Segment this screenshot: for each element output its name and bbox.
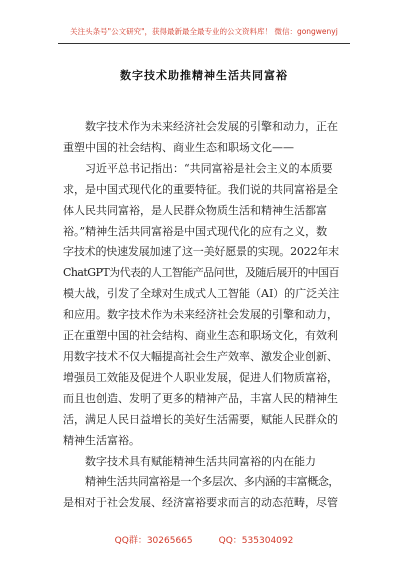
body-line: ChatGPT为代表的人工智能产品问世，及随后展开的中国百 — [63, 266, 340, 280]
body-line: 是相对于社会发展、经济富裕要求而言的动态范畴，尽管 — [63, 496, 338, 510]
body-line: 用数字技术不仅大幅提高社会生产效率、激发企业创新、 — [63, 349, 338, 363]
body-line: 裕。”精神生活共同富裕是中国式现代化的应有之义，数 — [63, 224, 328, 238]
body-line: 精神生活富裕。 — [63, 433, 140, 447]
body-line: 而且也创造、发明了更多的精神产品，丰富人民的精神生 — [63, 391, 338, 405]
document-title: 数字技术助推精神生活共同富裕 — [120, 69, 288, 82]
body-line: 字技术的快速发展加速了这一美好愿景的实现。2022年末 — [63, 245, 339, 259]
body-line: 数字技术作为未来经济社会发展的引擎和动力，正在 — [85, 120, 338, 133]
section-heading-line: 数字技术具有赋能精神生活共同富裕的内在能力 — [85, 454, 316, 468]
body-line: 和应用。数字技术作为未来经济社会发展的引擎和动力， — [63, 308, 338, 322]
body-line: 求，是中国式现代化的重要特征。我们说的共同富裕是全 — [63, 182, 338, 196]
body-line: 正在重塑中国的社会结构、商业生态和职场文化，有效利 — [63, 329, 338, 343]
body-line: 增强员工效能及促进个人职业发展，促进人们物质富裕， — [63, 370, 338, 384]
page-header-notice: 关注头条号"公文研究"，获得最新最全最专业的公文资料库！ 微信：gongwenyj — [70, 27, 338, 36]
footer-qq-group: QQ群：30265665 — [114, 536, 193, 546]
page-footer — [0, 533, 408, 546]
body-line: 体人民共同富裕，是人民群众物质生活和精神生活都富 — [63, 203, 327, 217]
body-line: 模大战，引发了全球对生成式人工智能（AI）的广泛关注 — [63, 287, 340, 301]
body-line: 精神生活共同富裕是一个多层次、多内涵的丰富概念， — [85, 475, 339, 489]
body-line: 习近平总书记指出：“共同富裕是社会主义的本质要 — [85, 161, 333, 175]
document-body — [63, 117, 339, 514]
body-line: 重塑中国的社会结构、商业生态和职场文化—— — [63, 140, 294, 154]
footer-qq-number: QQ：535304092 — [218, 536, 294, 546]
body-line: 活，满足人民日益增长的美好生活需要，赋能人民群众的 — [63, 412, 338, 426]
header-rule — [58, 43, 350, 44]
